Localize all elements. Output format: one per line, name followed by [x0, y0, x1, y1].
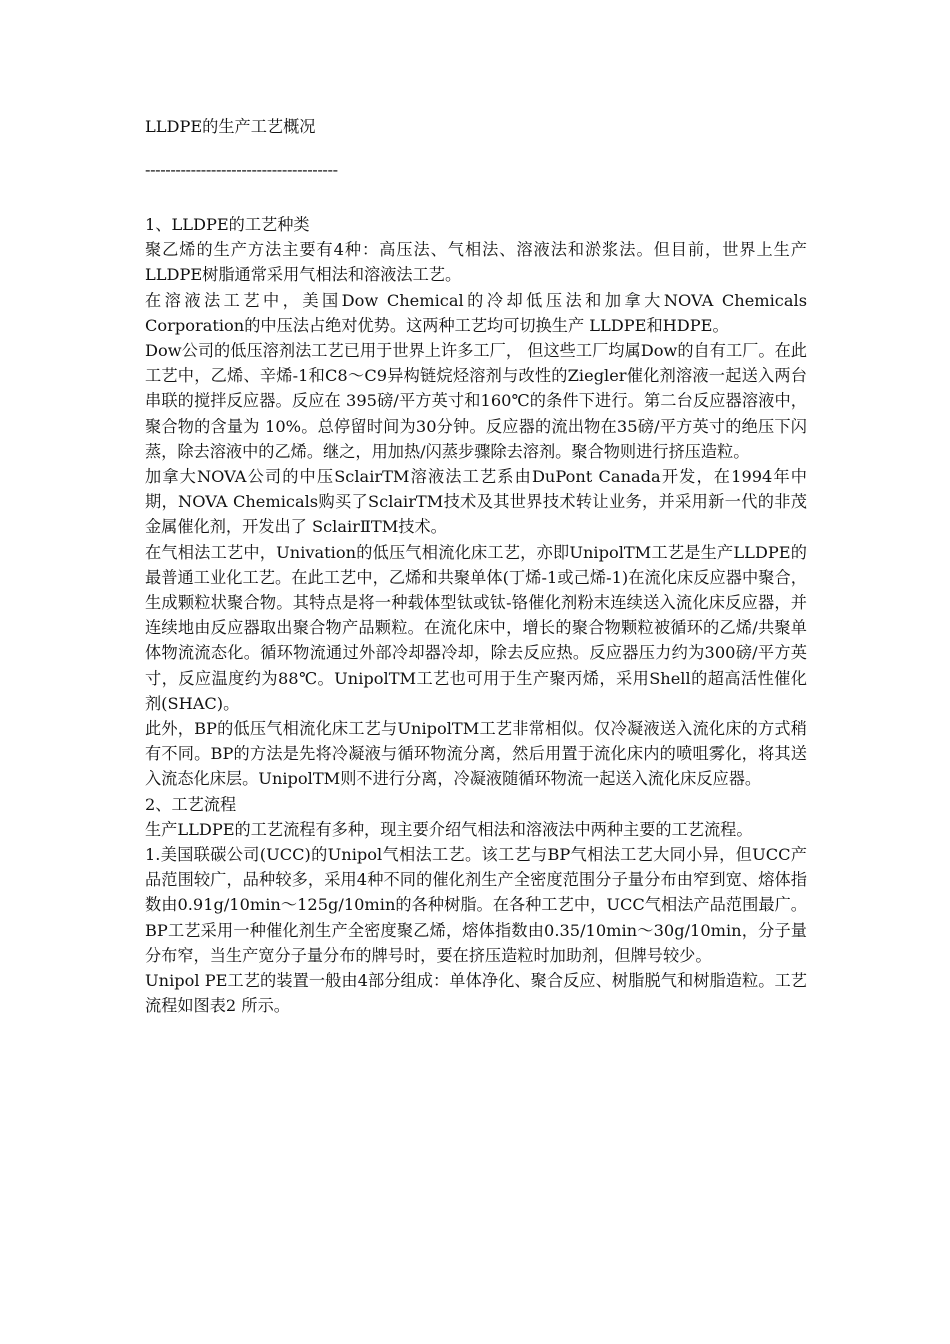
document-title: LLDPE的生产工艺概况 [145, 117, 316, 136]
paragraph-unipol-process: 在气相法工艺中，Univation的低压气相流化床工艺，亦即UnipolTM工艺是生产LLDPE的最普通工业化工艺。在此工艺中，乙烯和共聚单体(丁烯-1或己烯-1)在流化床反应器中聚合，生成颗粒状聚合物。其特点是将一种载体型钛或钛-铬催化剂粉末连续送入流化床反应器，并连续地由反应器取出聚合物产品颗粒。在流化床中，增长的聚合物颗粒被循环的乙烯/共聚单体物流流态化。循环物流通过外部冷却器冷却，除去反应热。反应器压力约为300磅/平方英寸，反应温度约为88℃。UnipolTM工艺也可用于生产聚丙烯，采用Shell的超高活性催化剂(SHAC)。 [145, 542, 807, 713]
paragraph-dow-process: Dow公司的低压溶剂法工艺已用于世界上许多工厂， 但这些工厂均属Dow的自有工厂。在此工艺中，乙烯、辛烯-1和C8～C9异构链烷烃溶剂与改性的Ziegler催化剂溶液一起送入两台串联的搅拌反应器。反应在 395磅/平方英寸和160℃的条件下进行。第二台反应器溶液中，聚合物的含量为 10%。总停留时间为30分钟。反应器的流出物在35磅/平方英寸的绝压下闪蒸，除去溶液中的乙烯。继之，用加热/闪蒸步骤除去溶剂。聚合物则进行挤压造粒。 [145, 341, 807, 461]
paragraph-production-methods: 聚乙烯的生产方法主要有4种：高压法、气相法、溶液法和淤浆法。但目前，世界上生产LLDPE树脂通常采用气相法和溶液法工艺。 [145, 240, 807, 285]
title-divider: -------------------------------------- [145, 160, 338, 179]
document-page [145, 114, 807, 1019]
spacer [145, 182, 807, 212]
section-heading-process-types: 1、LLDPE的工艺种类 [145, 215, 310, 234]
paragraph-bp-process: 此外，BP的低压气相流化床工艺与UnipolTM工艺非常相似。仅冷凝液送入流化床的方式稍有不同。BP的方法是先将冷凝液与循环物流分离，然后用置于流化床内的喷咀雾化，将其送入流态化床层。UnipolTM则不进行分离，冷凝液随循环物流一起送入流化床反应器。 [145, 719, 807, 789]
paragraph-nova-process: 加拿大NOVA公司的中压SclairTM溶液法工艺系由DuPont Canada开发，在1994年中期，NOVA Chemicals购买了SclairTM技术及其世界技术转让业务，并采用新一代的非茂金属催化剂，开发出了 SclairⅡTM技术。 [145, 467, 807, 537]
paragraph-ucc-unipol: 1.美国联碳公司(UCC)的Unipol气相法工艺。该工艺与BP气相法工艺大同小异，但UCC产品范围较广，品种较多，采用4种不同的催化剂生产全密度范围分子量分布由窄到宽、熔体指数由0.91g/10min～125g/10min的各种树脂。在各种工艺中，UCC气相法产品范围最广。BP工艺采用一种催化剂生产全密度聚乙烯，熔体指数由0.35/10min～30g/10min，分子量分布窄，当生产宽分子量分布的牌号时，要在挤压造粒时加助剂，但牌号较少。 [145, 845, 807, 965]
section-heading-process-flow: 2、工艺流程 [145, 794, 237, 814]
paragraph-solution-process: 在溶液法工艺中，美国Dow Chemical的冷却低压法和加拿大NOVA Chemicals Corporation的中压法占绝对优势。这两种工艺均可切换生产 LLDPE和HDPE。 [145, 290, 807, 335]
paragraph-unipol-units: Unipol PE工艺的装置一般由4部分组成：单体净化、聚合反应、树脂脱气和树脂造粒。工艺流程如图表2 所示。 [145, 971, 807, 1016]
paragraph-flow-intro: 生产LLDPE的工艺流程有多种，现主要介绍气相法和溶液法中两种主要的工艺流程。 [145, 819, 753, 839]
